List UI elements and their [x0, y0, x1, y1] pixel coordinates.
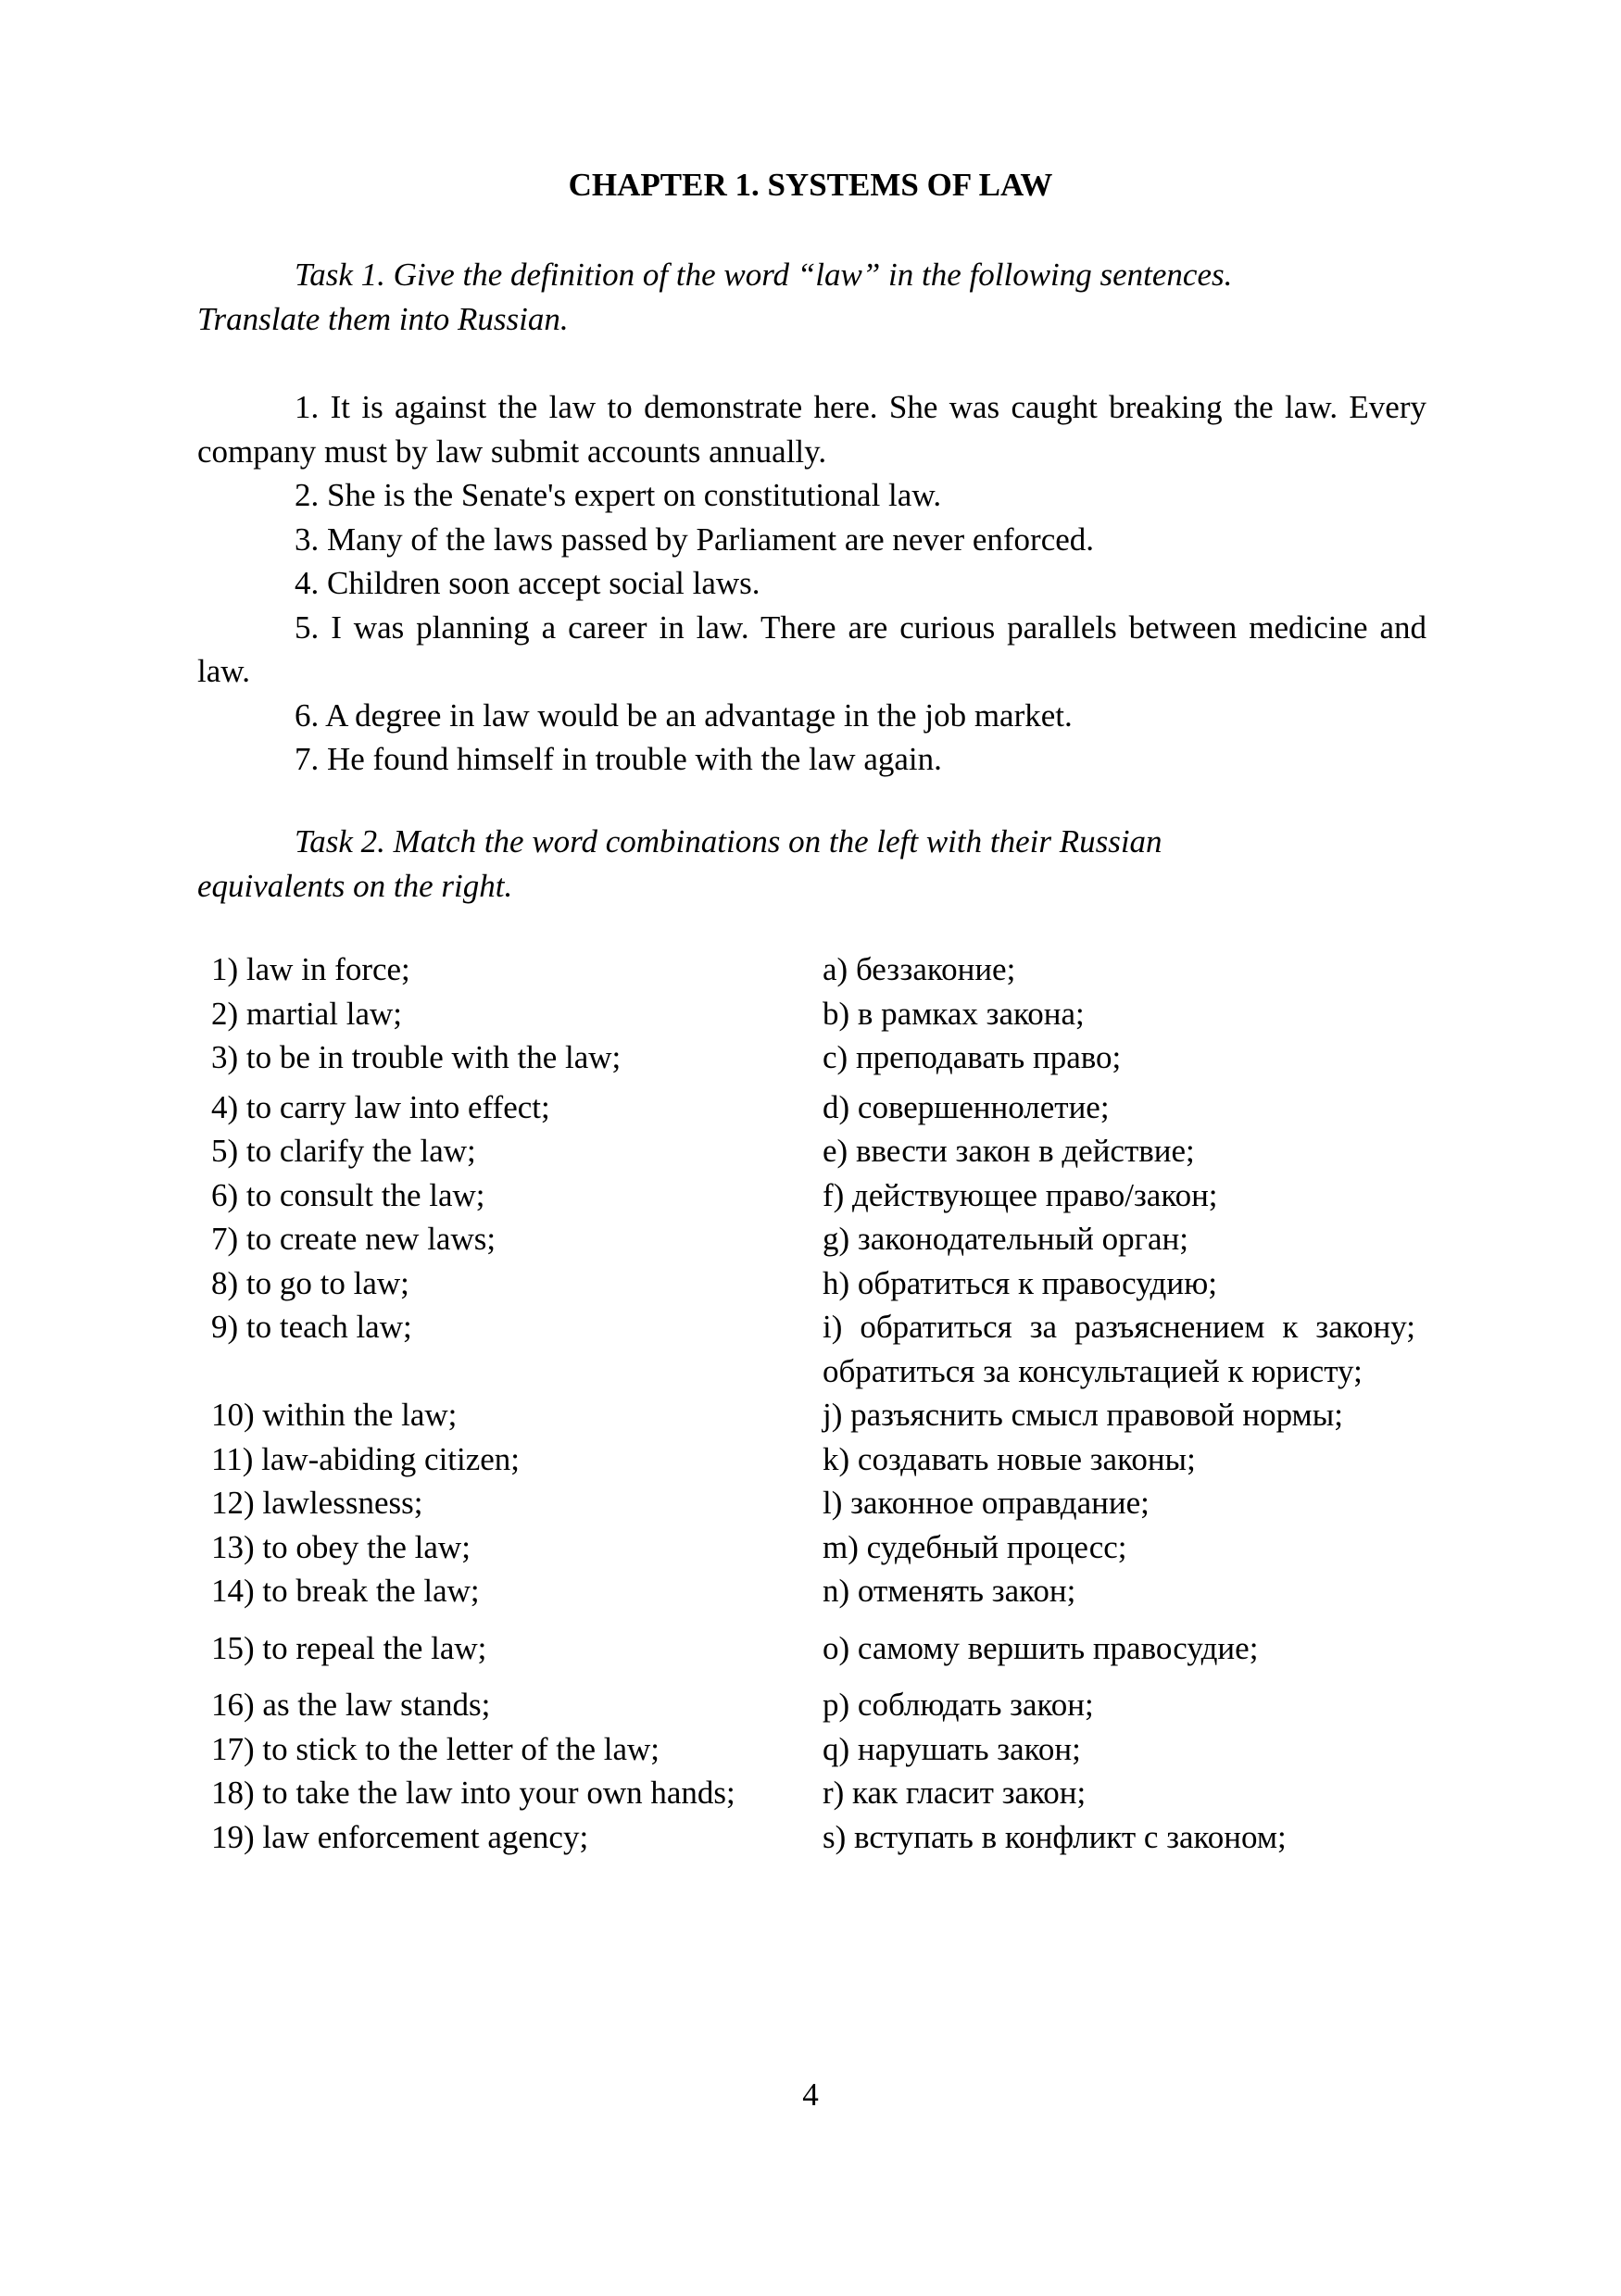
equivalent-r: r) как гласит закон; [823, 1775, 1087, 1811]
matching-row [211, 1525, 1415, 1570]
sentence-3: 3. Many of the laws passed by Parliament are never enforced. [295, 521, 1095, 558]
matching-row [211, 1261, 1415, 1306]
term-10: 10) within the law; [211, 1397, 458, 1433]
term-6: 6) to consult the law; [211, 1176, 485, 1213]
equivalent-a: a) беззаконие; [823, 951, 1016, 987]
matching-row [211, 1129, 1415, 1173]
term-2: 2) martial law; [211, 995, 403, 1032]
task2-line-1: Task 2. Match the word combinations on the left with their Russian [295, 823, 1162, 859]
matching-row [211, 1437, 1415, 1482]
equivalent-q: q) нарушать закон; [823, 1730, 1081, 1767]
equivalent-i: i) обратиться за разъяснением к закону; обратиться за консультацией к юристу; [823, 1309, 1415, 1389]
equivalent-e: e) ввести закон в действие; [823, 1133, 1195, 1169]
term-9: 9) to teach law; [211, 1309, 412, 1345]
matching-row [211, 992, 1415, 1036]
matching-row [211, 947, 1415, 992]
page-number: 4 [802, 2076, 819, 2113]
matching-row [211, 1626, 1415, 1671]
equivalent-l: l) законное оправдание; [823, 1485, 1150, 1521]
sentence-2: 2. She is the Senate's expert on constitutional law. [295, 477, 942, 513]
term-8: 8) to go to law; [211, 1264, 409, 1301]
task2-instruction [197, 820, 1426, 908]
matching-row [211, 1173, 1415, 1218]
matching-row [211, 1683, 1415, 1727]
matching-row [211, 1727, 1415, 1772]
matching-row [211, 1393, 1415, 1437]
matching-row [211, 1085, 1415, 1130]
matching-row [211, 1815, 1415, 1860]
equivalent-m: m) судебный процесс; [823, 1528, 1127, 1565]
term-11: 11) law-abiding citizen; [211, 1440, 521, 1477]
sentence-7: 7. He found himself in trouble with the law again. [295, 741, 942, 777]
matching-row [211, 1035, 1415, 1080]
chapter-title: CHAPTER 1. SYSTEMS OF LAW [568, 167, 1053, 203]
equivalent-k: k) создавать новые законы; [823, 1440, 1196, 1477]
matching-row [211, 1217, 1415, 1261]
term-7: 7) to create new laws; [211, 1221, 496, 1257]
term-1: 1) law in force; [211, 951, 410, 987]
term-4: 4) to carry law into effect; [211, 1088, 550, 1125]
task1-instruction [197, 253, 1426, 341]
equivalent-f: f) действующее право/закон; [823, 1176, 1218, 1213]
matching-row [211, 1771, 1415, 1815]
task2-line-2: equivalents on the right. [197, 867, 513, 904]
sentence-6: 6. A degree in law would be an advantage in the job market. [295, 696, 1073, 734]
matching-table [211, 947, 1415, 1859]
sentence-1: 1. It is against the law to demonstrate here. She was caught breaking the law. Every company must by law submit accounts annually. [197, 389, 1426, 470]
task1-line-1: Task 1. Give the definition of the word “law” in the following sentences. [295, 257, 1233, 293]
matching-row [211, 1569, 1415, 1613]
term-3: 3) to be in trouble with the law; [211, 1039, 622, 1075]
equivalent-o: o) самому вершить правосудие; [823, 1629, 1259, 1666]
equivalent-d: d) совершеннолетие; [823, 1088, 1110, 1125]
sentence-5: 5. I was planning a career in law. There are curious parallels between medicine and law. [197, 609, 1426, 689]
term-16: 16) as the law stands; [211, 1687, 491, 1723]
equivalent-j: j) разъяснить смысл правовой нормы; [823, 1397, 1343, 1433]
equivalent-b: b) в рамках закона; [823, 995, 1085, 1032]
equivalent-s: s) вступать в конфликт с законом; [823, 1818, 1287, 1855]
equivalent-n: n) отменять закон; [823, 1573, 1076, 1609]
term-18: 18) to take the law into your own hands; [211, 1775, 735, 1811]
equivalent-p: p) соблюдать закон; [823, 1687, 1094, 1723]
equivalent-g: g) законодательный орган; [823, 1221, 1188, 1257]
equivalent-c: c) преподавать право; [823, 1039, 1122, 1075]
sentence-4: 4. Children soon accept social laws. [295, 565, 760, 601]
equivalent-h: h) обратиться к правосудию; [823, 1264, 1217, 1301]
term-12: 12) lawlessness; [211, 1485, 423, 1521]
task1-sentences [197, 385, 1426, 782]
term-17: 17) to stick to the letter of the law; [211, 1730, 660, 1767]
term-15: 15) to repeal the law; [211, 1629, 487, 1666]
term-13: 13) to obey the law; [211, 1528, 471, 1565]
matching-row [211, 1305, 1415, 1393]
term-5: 5) to clarify the law; [211, 1133, 476, 1169]
matching-row [211, 1481, 1415, 1525]
term-19: 19) law enforcement agency; [211, 1818, 589, 1855]
term-14: 14) to break the law; [211, 1573, 480, 1609]
task1-line-2: Translate them into Russian. [197, 300, 569, 337]
